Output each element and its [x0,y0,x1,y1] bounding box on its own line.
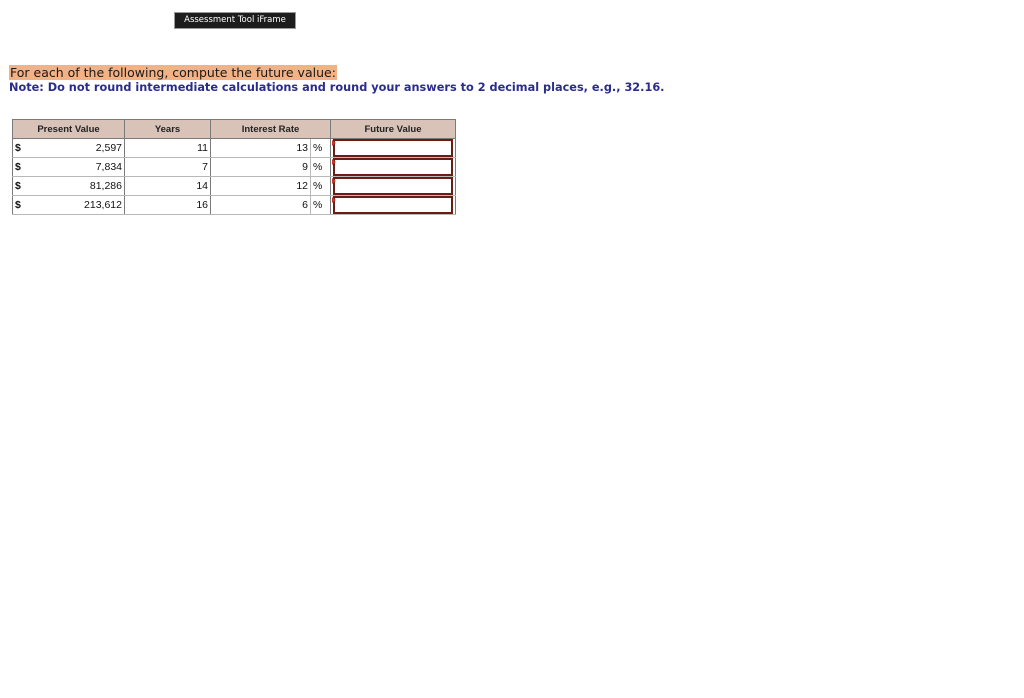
currency-symbol: $ [13,177,45,196]
future-value-input[interactable] [333,177,453,195]
header-future-value: Future Value [331,120,456,139]
interest-rate-cell: 13 [211,139,311,158]
percent-sign: % [311,158,331,177]
currency-symbol: $ [13,139,45,158]
future-value-cell[interactable] [331,158,456,177]
years-cell: 16 [125,196,211,215]
future-value-input[interactable] [333,158,453,176]
table-row [13,139,456,158]
future-value-table [12,119,456,215]
years-cell: 7 [125,158,211,177]
assessment-tool-iframe-label: Assessment Tool iFrame [174,12,296,29]
header-years: Years [125,120,211,139]
future-value-input[interactable] [333,139,453,157]
percent-sign: % [311,177,331,196]
present-value-cell: 81,286 [45,177,125,196]
present-value-cell: 2,597 [45,139,125,158]
currency-symbol: $ [13,196,45,215]
table-row [13,196,456,215]
future-value-cell[interactable] [331,177,456,196]
years-cell: 14 [125,177,211,196]
header-present-value: Present Value [13,120,125,139]
future-value-cell[interactable] [331,139,456,158]
future-value-input[interactable] [333,196,453,214]
table-header-row [13,120,456,139]
cell-flag-icon [332,140,336,146]
header-interest-rate: Interest Rate [211,120,331,139]
instruction-text: For each of the following, compute the future value: [10,65,336,80]
present-value-cell: 213,612 [45,196,125,215]
percent-sign: % [311,196,331,215]
rounding-note: Note: Do not round intermediate calculations and round your answers to 2 decimal places, e.g., 32.16. [9,81,665,94]
table-row [13,177,456,196]
interest-rate-cell: 9 [211,158,311,177]
percent-sign: % [311,139,331,158]
years-cell: 11 [125,139,211,158]
currency-symbol: $ [13,158,45,177]
table-row [13,158,456,177]
interest-rate-cell: 6 [211,196,311,215]
future-value-cell[interactable] [331,196,456,215]
cell-flag-icon [332,159,336,165]
present-value-cell: 7,834 [45,158,125,177]
cell-flag-icon [332,197,336,203]
interest-rate-cell: 12 [211,177,311,196]
cell-flag-icon [332,178,336,184]
